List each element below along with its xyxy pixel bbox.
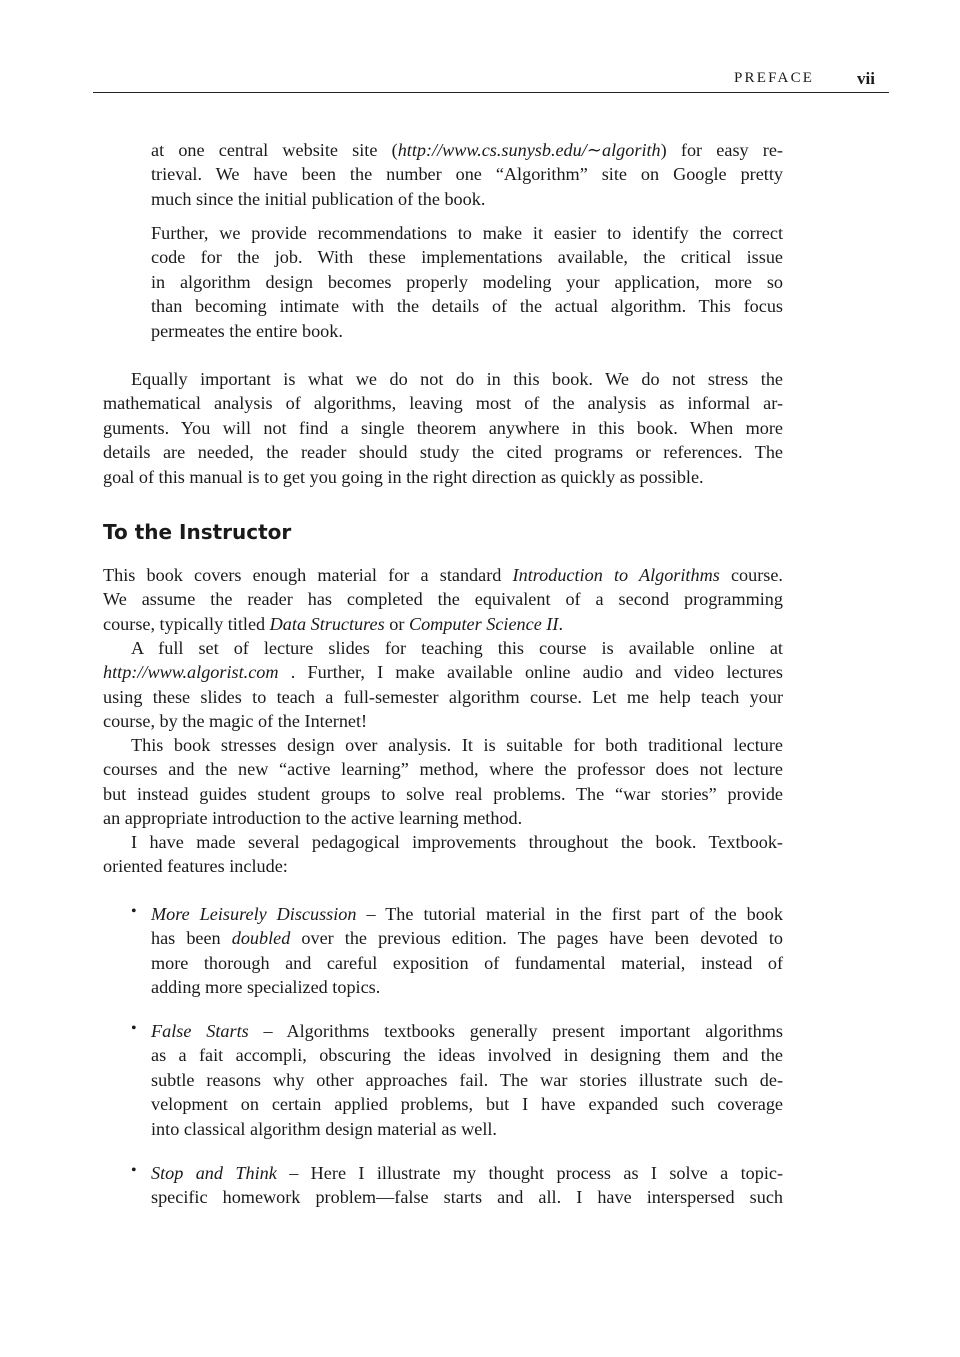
text-span: code for the job. With these implementations available, the critical issue: [151, 247, 783, 268]
text-line: [151, 1068, 783, 1092]
text-line: [151, 221, 783, 245]
bullet-icon: •: [131, 903, 137, 920]
text-span: than becoming intimate with the details of the actual algorithm. This focus: [151, 296, 783, 317]
bullet-item: [151, 1161, 783, 1210]
text-line: [151, 926, 783, 950]
text-line: [151, 951, 783, 975]
text-span: in algorithm design becomes properly modeling your application, more so: [151, 271, 783, 292]
page-number: vii: [857, 69, 875, 88]
italic-text: http://www.cs.sunysb.edu/∼algorith: [397, 140, 661, 160]
text-span: Further, we provide recommendations to make it easier to identify the correct: [151, 223, 783, 243]
paragraph: [103, 733, 783, 831]
italic-text: Computer Science II: [408, 613, 559, 634]
text-line: [151, 294, 783, 318]
paragraph: [103, 367, 783, 489]
text-line: [103, 367, 783, 391]
text-line: [151, 975, 783, 999]
paragraph: [103, 636, 783, 734]
text-span: I have made several pedagogical improvements throughout the book. Textbook-: [131, 832, 783, 852]
text-span: but instead guides student groups to solve real problems. The “war stories” provide: [103, 783, 783, 804]
italic-text: Introduction to Algorithms: [512, 565, 720, 585]
text-line: [103, 612, 783, 636]
text-span: course, typically titled: [103, 613, 270, 634]
text-span: subtle reasons why other approaches fail. The war stories illustrate such de-: [151, 1069, 783, 1090]
text-span: goal of this manual is to get you going in the right direction as quickly as possible.: [103, 466, 704, 487]
text-line: [151, 1043, 783, 1067]
paragraph: [103, 830, 783, 879]
text-line: [151, 138, 783, 162]
text-line: [151, 270, 783, 294]
text-line: [151, 245, 783, 269]
text-span: Equally important is what we do not do in this book. We do not stress the: [131, 369, 783, 389]
text-line: [103, 685, 783, 709]
text-line: [103, 636, 783, 660]
text-span: .: [558, 613, 563, 634]
text-span: details are needed, the reader should study the cited programs or references. The: [103, 442, 783, 463]
text-span: course, by the magic of the Internet!: [103, 711, 368, 732]
italic-text: Data Structures: [269, 613, 385, 634]
text-span: more thorough and careful exposition of fundamental material, instead of: [151, 952, 783, 973]
text-line: [151, 1185, 783, 1209]
text-span: courses and the new “active learning” method, where the professor does not lecture: [103, 759, 783, 780]
text-span: an appropriate introduction to the active learning method.: [103, 808, 523, 829]
paragraph: [151, 138, 783, 211]
paragraph: [151, 221, 783, 343]
running-header-title: PREFACE: [734, 70, 815, 86]
text-line: [151, 1161, 783, 1185]
text-span: – Algorithms textbooks generally present important algorithms: [248, 1021, 783, 1041]
text-span: over the previous edition. The pages have been devoted to: [290, 928, 783, 949]
text-span: or: [384, 613, 409, 634]
text-line: [103, 391, 783, 415]
section-heading: To the Instructor: [103, 520, 292, 544]
text-line: [151, 1117, 783, 1141]
text-span: mathematical analysis of algorithms, leaving most of the analysis as informal ar-: [103, 393, 783, 414]
text-span: ) for easy re-: [660, 140, 783, 160]
text-span: course.: [719, 565, 783, 585]
text-span: guments. You will not find a single theorem anywhere in this book. When more: [103, 417, 783, 438]
text-span: – Here I illustrate my thought process as I solve a topic-: [276, 1163, 783, 1183]
text-line: [103, 465, 783, 489]
text-line: [151, 187, 783, 211]
text-line: [103, 440, 783, 464]
text-line: [151, 902, 783, 926]
text-line: [151, 1019, 783, 1043]
text-line: [151, 162, 783, 186]
bullet-icon: •: [131, 1162, 137, 1179]
text-span: We assume the reader has completed the equivalent of a second programming: [103, 589, 783, 610]
text-line: [103, 587, 783, 611]
header-rule: [93, 92, 889, 93]
italic-text: http://www.algorist.com: [103, 662, 279, 683]
text-line: [103, 806, 783, 830]
text-span: . Further, I make available online audio and video lectures: [278, 662, 783, 683]
text-span: specific homework problem—false starts and all. I have interspersed such: [151, 1187, 783, 1208]
paragraph: [103, 563, 783, 636]
text-line: [103, 854, 783, 878]
text-span: has been: [151, 928, 232, 949]
bullet-icon: •: [131, 1020, 137, 1037]
text-span: permeates the entire book.: [151, 320, 343, 341]
text-line: [103, 416, 783, 440]
text-span: oriented features include:: [103, 856, 288, 877]
text-line: [103, 563, 783, 587]
text-line: [103, 782, 783, 806]
italic-text: False Starts: [151, 1021, 249, 1041]
text-span: velopment on certain applied problems, but I have expanded such coverage: [151, 1094, 783, 1115]
italic-text: doubled: [231, 928, 291, 949]
bullet-item: [151, 902, 783, 1000]
italic-text: More Leisurely Discussion: [151, 904, 357, 924]
text-span: adding more specialized topics.: [151, 977, 381, 998]
italic-text: Stop and Think: [151, 1163, 277, 1183]
text-line: [103, 733, 783, 757]
text-line: [151, 319, 783, 343]
bullet-item: [151, 1019, 783, 1141]
text-span: trieval. We have been the number one “Algorithm” site on Google pretty: [151, 164, 783, 185]
text-span: into classical algorithm design material as well.: [151, 1118, 497, 1139]
text-line: [103, 660, 783, 684]
text-line: [103, 830, 783, 854]
text-line: [103, 709, 783, 733]
text-line: [103, 757, 783, 781]
text-span: using these slides to teach a full-semester algorithm course. Let me help teach your: [103, 686, 783, 707]
text-span: as a fait accompli, obscuring the ideas involved in designing them and the: [151, 1045, 783, 1066]
text-span: – The tutorial material in the first part of the book: [356, 904, 783, 924]
text-line: [151, 1092, 783, 1116]
text-span: A full set of lecture slides for teaching this course is available online at: [131, 638, 783, 658]
text-span: much since the initial publication of the book.: [151, 188, 486, 209]
text-span: at one central website site (: [151, 140, 398, 160]
text-span: This book covers enough material for a standard: [103, 565, 513, 585]
text-span: This book stresses design over analysis. It is suitable for both traditional lecture: [131, 735, 783, 755]
